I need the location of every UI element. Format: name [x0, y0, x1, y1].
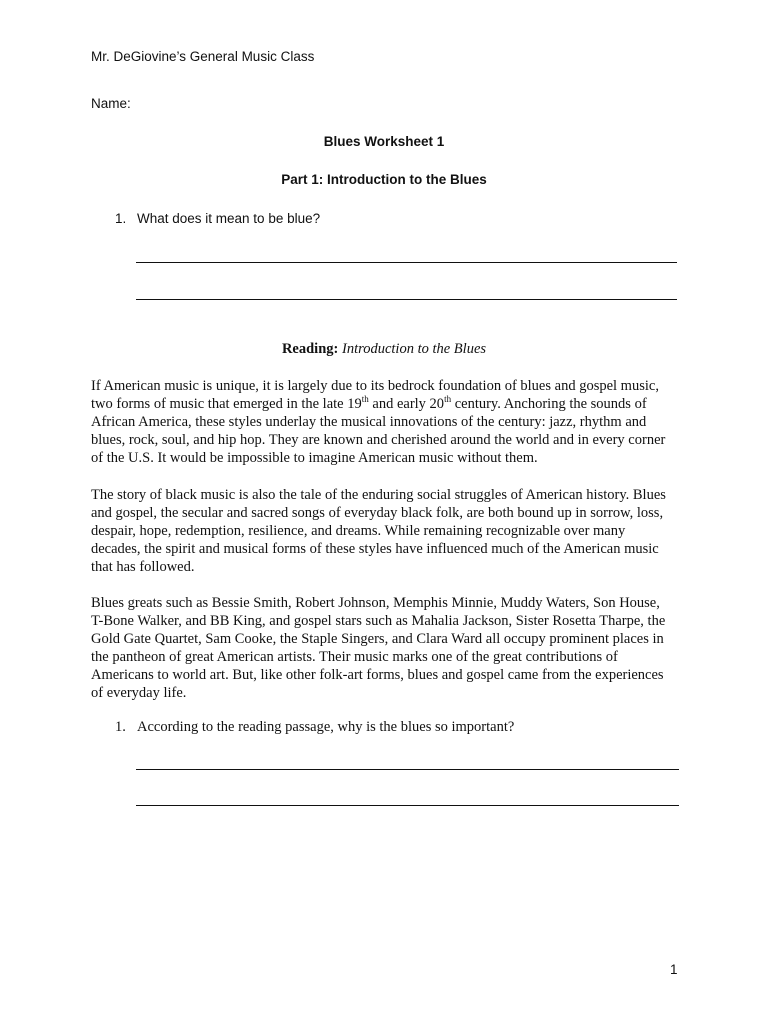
paragraph-1-seg2: and early 20 — [368, 396, 445, 412]
question-1-number: 1. — [115, 211, 127, 226]
paragraph-2: The story of black music is also the tale of the enduring social struggles of American history. Blues and gospel, the secular and sacred songs of everyday black folk, are both bound up in sorrow, loss, despair, hope, redemption, resilience, and dreams. While remaining recognizable over many decades, the spirit and musical forms of these styles have influenced much of the American music that has followed. — [91, 487, 666, 575]
answer-line-2 — [136, 299, 677, 300]
answer-line-4 — [136, 805, 679, 806]
answer-line-3 — [136, 769, 679, 770]
question-2-number: 1. — [115, 719, 126, 735]
paragraph-1-seg1: If American music is unique, it is largely due to its bedrock foundation of blues and gospel music, two forms of music that emerged in the late 19 — [91, 378, 659, 412]
paragraph-1 — [91, 377, 671, 467]
question-1-text: What does it mean to be blue? — [137, 211, 321, 226]
name-label: Name: — [91, 96, 131, 111]
paragraph-1-seg3: century. Anchoring the sounds of African America, these styles underlay the musical innovations of the century: jazz, rhythm and blues, rock, soul, and hip hop. They are known and cherished around the world and in every corner of the U.S. It would be impossible to imagine American music without them. — [91, 396, 666, 466]
answer-line-1 — [136, 262, 677, 263]
paragraph-3: Blues greats such as Bessie Smith, Robert Johnson, Memphis Minnie, Muddy Waters, Son House, T-Bone Walker, and BB King, and gospel stars such as Mahalia Jackson, Sister Rosetta Tharpe, the Gold Gate Quartet, Sam Cooke, the Staple Singers, and Clara Ward all occupy prominent places in the pantheon of great American artists. Their music marks one of the great contributions of Americans to world art. But, like other folk-art forms, blues and gospel came from the experiences of everyday life. — [91, 595, 666, 701]
superscript-th-2: th — [444, 394, 452, 404]
page-number: 1 — [670, 962, 678, 977]
reading-title: Introduction to the Blues — [341, 341, 487, 357]
reading-heading — [0, 341, 768, 358]
superscript-th-1: th — [361, 394, 369, 404]
question-2-text: According to the reading passage, why is the blues so important? — [137, 719, 515, 735]
part-title: Part 1: Introduction to the Blues — [281, 172, 487, 187]
class-name: Mr. DeGiovine’s General Music Class — [91, 49, 315, 64]
worksheet-title: Blues Worksheet 1 — [323, 134, 445, 149]
reading-label: Reading: — [281, 341, 339, 357]
